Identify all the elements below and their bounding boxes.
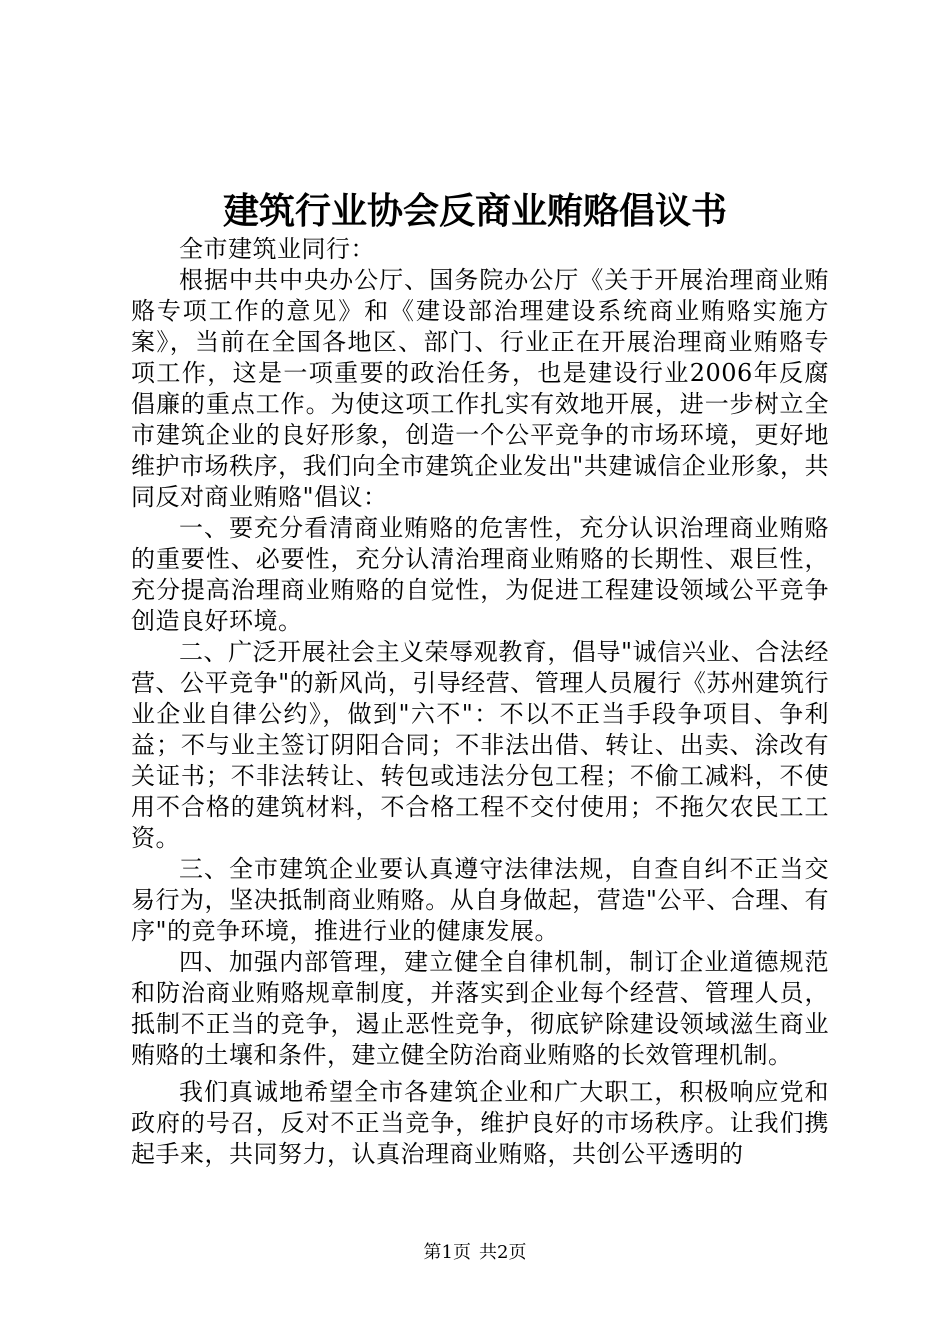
page-number: 第1页	[423, 1242, 471, 1263]
document-title: 建筑行业协会反商业贿赂倡议书	[222, 190, 727, 232]
paragraph-closing: 我们真诚地希望全市各建筑企业和广大职工，积极响应党和政府的号召，反对不正当竞争，维护良好的市场秩序。让我们携起手来，共同努力，认真治理商业贿赂，共创公平透明的	[131, 1078, 829, 1168]
paragraph-intro: 根据中共中央办公厅、国务院办公厅《关于开展治理商业贿赂专项工作的意见》和《建设部治理建设系统商业贿赂实施方案》，当前在全国各地区、部门、行业正在开展治理商业贿赂专项工作，这是一项重要的政治任务，也是建设行业2006年反腐倡廉的重点工作。为使这项工作扎实有效地开展，进一步树立全市建筑企业的良好形象，创造一个公平竞争的市场环境，更好地维护市场秩序，我们向全市建筑企业发出"共建诚信企业形象，共同反对商业贿赂"倡议：	[131, 266, 829, 511]
paragraph-item-4: 四、加强内部管理，建立健全自律机制，制订企业道德规范和防治商业贿赂规章制度，并落实到企业每个经营、管理人员，抵制不正当的竞争，遏止恶性竞争，彻底铲除建设领域滋生商业贿赂的土壤和条件，建立健全防治商业贿赂的长效管理机制。	[131, 948, 829, 1069]
document-body	[131, 234, 829, 1170]
salutation: 全市建筑业同行：	[179, 235, 375, 263]
paragraph-item-2: 二、广泛开展社会主义荣辱观教育，倡导"诚信兴业、合法经营、公平竞争"的新风尚，引导经营、管理人员履行《苏州建筑行业企业自律公约》，做到"六不"：不以不正当手段争项目、争利益；不与业主签订阴阳合同；不非法出借、转让、出卖、涂改有关证书；不非法转让、转包或违法分包工程；不偷工减料，不使用不合格的建筑材料，不合格工程不交付使用；不拖欠农民工工资。	[131, 638, 829, 852]
page-total: 共2页	[479, 1242, 527, 1263]
paragraph-item-1: 一、要充分看清商业贿赂的危害性，充分认识治理商业贿赂的重要性、必要性，充分认清治理商业贿赂的长期性、艰巨性，充分提高治理商业贿赂的自觉性，为促进工程建设领域公平竞争创造良好环境。	[131, 514, 829, 635]
paragraph-item-3: 三、全市建筑企业要认真遵守法律法规，自查自纠不正当交易行为，坚决抵制商业贿赂。从自身做起，营造"公平、合理、有序"的竞争环境，推进行业的健康发展。	[131, 855, 829, 945]
page-footer	[0, 1241, 950, 1265]
